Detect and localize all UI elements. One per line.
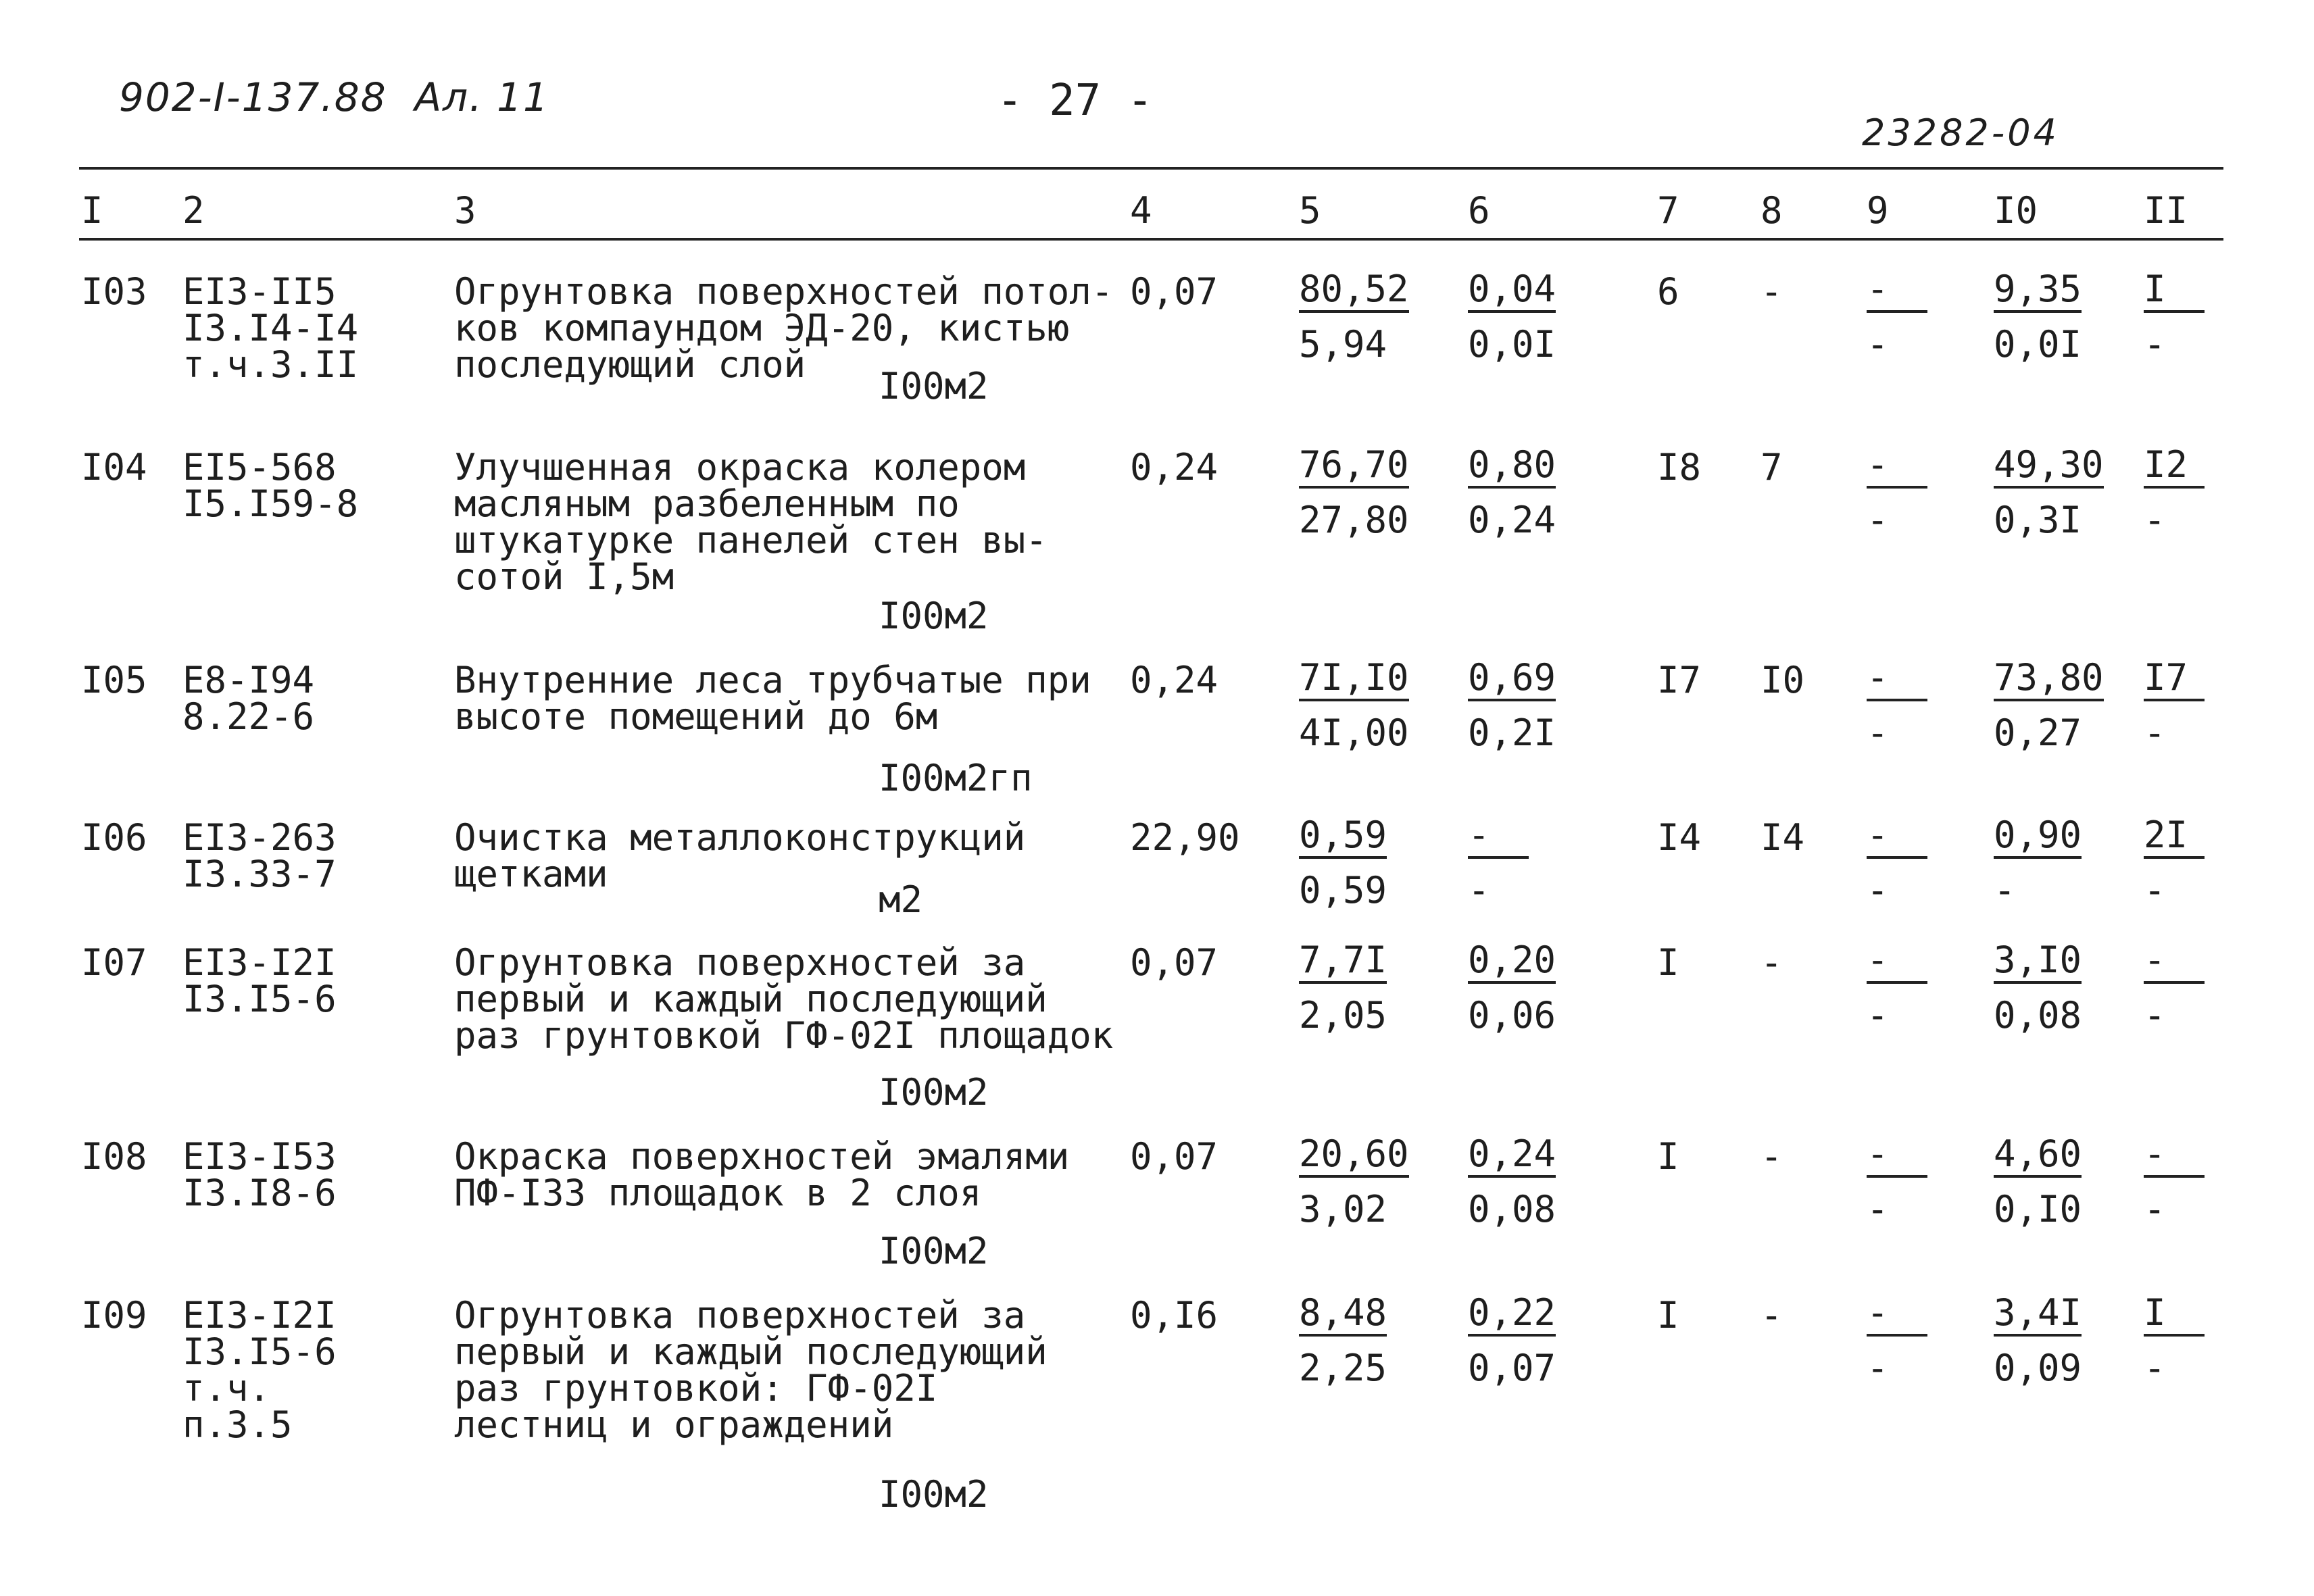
fraction-numerator: 9,35 bbox=[1994, 271, 2082, 313]
workers-count: 6 bbox=[1657, 270, 1679, 313]
row-number: I09 bbox=[81, 1294, 147, 1337]
fraction-numerator: 0,80 bbox=[1468, 447, 1556, 489]
row-number: I07 bbox=[81, 941, 147, 984]
price-code bbox=[182, 1294, 337, 1446]
row-number: I04 bbox=[81, 446, 147, 489]
cost-fraction-c5 bbox=[1299, 939, 1387, 1037]
fraction-denominator: 0,08 bbox=[1994, 994, 2082, 1037]
price-code-line: ЕI5-568 bbox=[182, 446, 337, 489]
cost-fraction-c5 bbox=[1299, 1291, 1387, 1389]
price-code-line: I3.I5-6 bbox=[182, 1330, 337, 1373]
work-description bbox=[454, 941, 1130, 1057]
fraction-numerator: I bbox=[2144, 1295, 2205, 1337]
work-description-line: Огрунтовка поверхностей потол- bbox=[454, 270, 1114, 313]
quantity: 0,24 bbox=[1130, 446, 1218, 489]
fraction-denominator: - bbox=[2144, 323, 2166, 366]
cost-fraction-c6 bbox=[1468, 656, 1556, 754]
fraction-denominator: 0,07 bbox=[1468, 1347, 1556, 1389]
price-code-line: I3.I8-6 bbox=[182, 1172, 337, 1214]
fraction-denominator: 0,06 bbox=[1468, 994, 1556, 1037]
price-code-line: I3.I4-I4 bbox=[182, 307, 359, 349]
work-description bbox=[454, 1135, 1130, 1214]
machine-count: - bbox=[1761, 941, 1783, 984]
fraction-numerator: I2 bbox=[2144, 447, 2205, 489]
price-code bbox=[182, 1135, 337, 1214]
work-description-line: ПФ-I33 площадок в 2 слоя bbox=[454, 1172, 982, 1214]
top-rule bbox=[79, 167, 2223, 170]
fraction-numerator: 49,30 bbox=[1994, 447, 2104, 489]
cost-fraction-c5 bbox=[1299, 1132, 1409, 1230]
cost-fraction-c10 bbox=[1994, 814, 2082, 912]
price-code-line: ЕI3-II5 bbox=[182, 270, 337, 313]
fraction-denominator: 0,I0 bbox=[1994, 1188, 2082, 1230]
cost-fraction-c9 bbox=[1867, 1291, 1927, 1389]
fraction-numerator: 0,04 bbox=[1468, 271, 1556, 313]
machine-count: I0 bbox=[1761, 659, 1805, 701]
fraction-denominator: 0,3I bbox=[1994, 499, 2082, 541]
cost-fraction-c9 bbox=[1867, 656, 1927, 754]
cost-fraction-c6 bbox=[1468, 939, 1556, 1037]
fraction-denominator: 2,05 bbox=[1299, 994, 1387, 1037]
col-head-1: I bbox=[81, 189, 103, 232]
fraction-denominator: - bbox=[1867, 1188, 1889, 1230]
cost-fraction-c11 bbox=[2144, 939, 2205, 1037]
measure-unit: I00м2 bbox=[879, 1230, 989, 1272]
fraction-numerator: 73,80 bbox=[1994, 659, 2104, 701]
fraction-denominator: - bbox=[2144, 1347, 2166, 1389]
price-code-line: ЕI3-263 bbox=[182, 816, 337, 859]
fraction-numerator: - bbox=[2144, 942, 2205, 984]
work-description-line: Очистка металлоконструкций bbox=[454, 816, 1026, 859]
workers-count: I7 bbox=[1657, 659, 1702, 701]
fraction-denominator: - bbox=[2144, 499, 2166, 541]
work-description bbox=[454, 446, 1130, 598]
col-head-6: 6 bbox=[1468, 189, 1490, 232]
fraction-denominator: - bbox=[1468, 869, 1490, 912]
cost-fraction-c10 bbox=[1994, 443, 2104, 541]
fraction-denominator: - bbox=[1867, 869, 1889, 912]
col-head-4: 4 bbox=[1130, 189, 1152, 232]
fraction-numerator: 2I bbox=[2144, 817, 2205, 859]
fraction-numerator: - bbox=[1867, 271, 1927, 313]
measure-unit: I00м2 bbox=[879, 1473, 989, 1516]
header-rule bbox=[79, 238, 2223, 241]
work-description-line: Окраска поверхностей эмалями bbox=[454, 1135, 1070, 1178]
price-code-line: ЕI3-I2I bbox=[182, 941, 337, 984]
cost-fraction-c11 bbox=[2144, 814, 2205, 912]
quantity: 0,07 bbox=[1130, 941, 1218, 984]
fraction-numerator: - bbox=[1867, 659, 1927, 701]
fraction-denominator: 3,02 bbox=[1299, 1188, 1387, 1230]
price-code bbox=[182, 659, 315, 738]
price-code-line: т.ч.3.II bbox=[182, 343, 359, 386]
fraction-denominator: - bbox=[2144, 994, 2166, 1037]
fraction-numerator: - bbox=[1867, 942, 1927, 984]
price-code bbox=[182, 941, 337, 1020]
fraction-numerator: - bbox=[2144, 1136, 2205, 1178]
work-description bbox=[454, 659, 1130, 738]
workers-count: I bbox=[1657, 1294, 1679, 1337]
price-code-line: I3.33-7 bbox=[182, 853, 337, 895]
work-description-line: первый и каждый последующий bbox=[454, 978, 1048, 1020]
document-code: 902-I-137.88 Ал. 11 bbox=[119, 74, 549, 120]
row-number: I05 bbox=[81, 659, 147, 701]
fraction-numerator: 0,22 bbox=[1468, 1295, 1556, 1337]
work-description-line: первый и каждый последующий bbox=[454, 1330, 1048, 1373]
col-head-9: 9 bbox=[1867, 189, 1889, 232]
fraction-denominator: - bbox=[2144, 869, 2166, 912]
fraction-numerator: - bbox=[1867, 1136, 1927, 1178]
machine-count: - bbox=[1761, 1294, 1783, 1337]
cost-fraction-c11 bbox=[2144, 443, 2205, 541]
work-description bbox=[454, 816, 1130, 895]
fraction-numerator: - bbox=[1468, 817, 1529, 859]
fraction-denominator: 0,2I bbox=[1468, 712, 1556, 754]
cost-fraction-c6 bbox=[1468, 443, 1556, 541]
cost-fraction-c5 bbox=[1299, 268, 1409, 366]
cost-fraction-c9 bbox=[1867, 1132, 1927, 1230]
col-head-7: 7 bbox=[1657, 189, 1679, 232]
work-description-line: Улучшенная окраска колером bbox=[454, 446, 1026, 489]
cost-fraction-c6 bbox=[1468, 814, 1529, 912]
fraction-denominator: 0,59 bbox=[1299, 869, 1387, 912]
fraction-numerator: - bbox=[1867, 1295, 1927, 1337]
cost-fraction-c6 bbox=[1468, 1291, 1556, 1389]
price-code-line: I5.I59-8 bbox=[182, 482, 359, 525]
machine-count: 7 bbox=[1761, 446, 1783, 489]
cost-fraction-c9 bbox=[1867, 443, 1927, 541]
cost-fraction-c6 bbox=[1468, 1132, 1556, 1230]
fraction-denominator: - bbox=[2144, 1188, 2166, 1230]
fraction-denominator: - bbox=[1867, 323, 1889, 366]
fraction-numerator: 76,70 bbox=[1299, 447, 1409, 489]
row-number: I06 bbox=[81, 816, 147, 859]
fraction-denominator: - bbox=[2144, 712, 2166, 754]
cost-fraction-c10 bbox=[1994, 939, 2082, 1037]
fraction-numerator: - bbox=[1867, 817, 1927, 859]
price-code-line: т.ч. bbox=[182, 1367, 271, 1410]
cost-fraction-c10 bbox=[1994, 1291, 2082, 1389]
cost-fraction-c10 bbox=[1994, 656, 2104, 754]
fraction-numerator: 7I,I0 bbox=[1299, 659, 1409, 701]
measure-unit: I00м2гп bbox=[879, 757, 1033, 799]
work-description-line: сотой I,5м bbox=[454, 555, 674, 598]
page-number: - 27 - bbox=[997, 76, 1154, 126]
price-code-line: п.3.5 bbox=[182, 1403, 293, 1446]
quantity: 0,07 bbox=[1130, 1135, 1218, 1178]
cost-fraction-c10 bbox=[1994, 268, 2082, 366]
work-description-line: лестниц и ограждений bbox=[454, 1403, 894, 1446]
fraction-denominator: 0,24 bbox=[1468, 499, 1556, 541]
fraction-numerator: - bbox=[1867, 447, 1927, 489]
work-description-line: Огрунтовка поверхностей за bbox=[454, 941, 1026, 984]
cost-fraction-c11 bbox=[2144, 1291, 2205, 1389]
work-description-line: Внутренние леса трубчатые при bbox=[454, 659, 1091, 701]
price-code bbox=[182, 816, 337, 895]
workers-count: I8 bbox=[1657, 446, 1702, 489]
col-head-8: 8 bbox=[1761, 189, 1783, 232]
quantity: 0,I6 bbox=[1130, 1294, 1218, 1337]
fraction-numerator: 7,7I bbox=[1299, 942, 1387, 984]
cost-fraction-c11 bbox=[2144, 656, 2205, 754]
machine-count: - bbox=[1761, 1135, 1783, 1178]
measure-unit: I00м2 bbox=[879, 365, 989, 407]
fraction-denominator: 0,0I bbox=[1468, 323, 1556, 366]
measure-unit: I00м2 bbox=[879, 1071, 989, 1114]
fraction-denominator: - bbox=[1994, 869, 2016, 912]
col-head-11: II bbox=[2144, 189, 2188, 232]
col-head-5: 5 bbox=[1299, 189, 1321, 232]
fraction-denominator: 4I,00 bbox=[1299, 712, 1409, 754]
work-description-line: высоте помещений до 6м bbox=[454, 695, 938, 738]
fraction-numerator: 0,69 bbox=[1468, 659, 1556, 701]
cost-fraction-c6 bbox=[1468, 268, 1556, 366]
work-description-line: ков компаундом ЭД-20, кистью bbox=[454, 307, 1070, 349]
machine-count: I4 bbox=[1761, 816, 1805, 859]
fraction-denominator: - bbox=[1867, 1347, 1889, 1389]
work-description-line: штукатурке панелей стен вы- bbox=[454, 519, 1048, 562]
fraction-denominator: 0,0I bbox=[1994, 323, 2082, 366]
work-description-line: последующий слой bbox=[454, 343, 806, 386]
quantity: 0,24 bbox=[1130, 659, 1218, 701]
cost-fraction-c11 bbox=[2144, 268, 2205, 366]
fraction-denominator: 0,09 bbox=[1994, 1347, 2082, 1389]
row-number: I03 bbox=[81, 270, 147, 313]
archive-code: 23282-04 bbox=[1862, 111, 2059, 154]
price-code-line: I3.I5-6 bbox=[182, 978, 337, 1020]
price-code-line: Е8-I94 bbox=[182, 659, 315, 701]
work-description-line: Огрунтовка поверхностей за bbox=[454, 1294, 1026, 1337]
fraction-numerator: 0,20 bbox=[1468, 942, 1556, 984]
row-number: I08 bbox=[81, 1135, 147, 1178]
fraction-denominator: 27,80 bbox=[1299, 499, 1409, 541]
measure-unit: м2 bbox=[879, 878, 923, 921]
price-code-line: ЕI3-I2I bbox=[182, 1294, 337, 1337]
workers-count: I bbox=[1657, 1135, 1679, 1178]
price-code-line: ЕI3-I53 bbox=[182, 1135, 337, 1178]
work-description-line: щетками bbox=[454, 853, 608, 895]
price-code bbox=[182, 270, 359, 386]
fraction-denominator: 0,27 bbox=[1994, 712, 2082, 754]
cost-fraction-c5 bbox=[1299, 656, 1409, 754]
fraction-numerator: I bbox=[2144, 271, 2205, 313]
fraction-numerator: 0,90 bbox=[1994, 817, 2082, 859]
quantity: 0,07 bbox=[1130, 270, 1218, 313]
fraction-denominator: - bbox=[1867, 994, 1889, 1037]
cost-fraction-c9 bbox=[1867, 939, 1927, 1037]
fraction-denominator: 5,94 bbox=[1299, 323, 1387, 366]
cost-fraction-c11 bbox=[2144, 1132, 2205, 1230]
price-code-line: 8.22-6 bbox=[182, 695, 315, 738]
workers-count: I bbox=[1657, 941, 1679, 984]
fraction-numerator: 0,59 bbox=[1299, 817, 1387, 859]
machine-count: - bbox=[1761, 270, 1783, 313]
work-description bbox=[454, 1294, 1130, 1446]
cost-fraction-c9 bbox=[1867, 268, 1927, 366]
cost-fraction-c5 bbox=[1299, 443, 1409, 541]
fraction-denominator: 0,08 bbox=[1468, 1188, 1556, 1230]
fraction-denominator: 2,25 bbox=[1299, 1347, 1387, 1389]
work-description-line: раз грунтовкой ГФ-02I площадок bbox=[454, 1014, 1114, 1057]
fraction-denominator: - bbox=[1867, 499, 1889, 541]
work-description-line: раз грунтовкой: ГФ-02I bbox=[454, 1367, 938, 1410]
price-code bbox=[182, 446, 359, 525]
fraction-denominator: - bbox=[1867, 712, 1889, 754]
fraction-numerator: 0,24 bbox=[1468, 1136, 1556, 1178]
fraction-numerator: 8,48 bbox=[1299, 1295, 1387, 1337]
measure-unit: I00м2 bbox=[879, 595, 989, 637]
quantity: 22,90 bbox=[1130, 816, 1240, 859]
fraction-numerator: 20,60 bbox=[1299, 1136, 1409, 1178]
cost-fraction-c10 bbox=[1994, 1132, 2082, 1230]
col-head-3: 3 bbox=[454, 189, 476, 232]
col-head-10: I0 bbox=[1994, 189, 2038, 232]
fraction-numerator: 3,I0 bbox=[1994, 942, 2082, 984]
fraction-numerator: 80,52 bbox=[1299, 271, 1409, 313]
work-description-line: масляным разбеленным по bbox=[454, 482, 960, 525]
fraction-numerator: 3,4I bbox=[1994, 1295, 2082, 1337]
fraction-numerator: I7 bbox=[2144, 659, 2205, 701]
cost-fraction-c9 bbox=[1867, 814, 1927, 912]
fraction-numerator: 4,60 bbox=[1994, 1136, 2082, 1178]
workers-count: I4 bbox=[1657, 816, 1702, 859]
cost-fraction-c5 bbox=[1299, 814, 1387, 912]
col-head-2: 2 bbox=[182, 189, 205, 232]
